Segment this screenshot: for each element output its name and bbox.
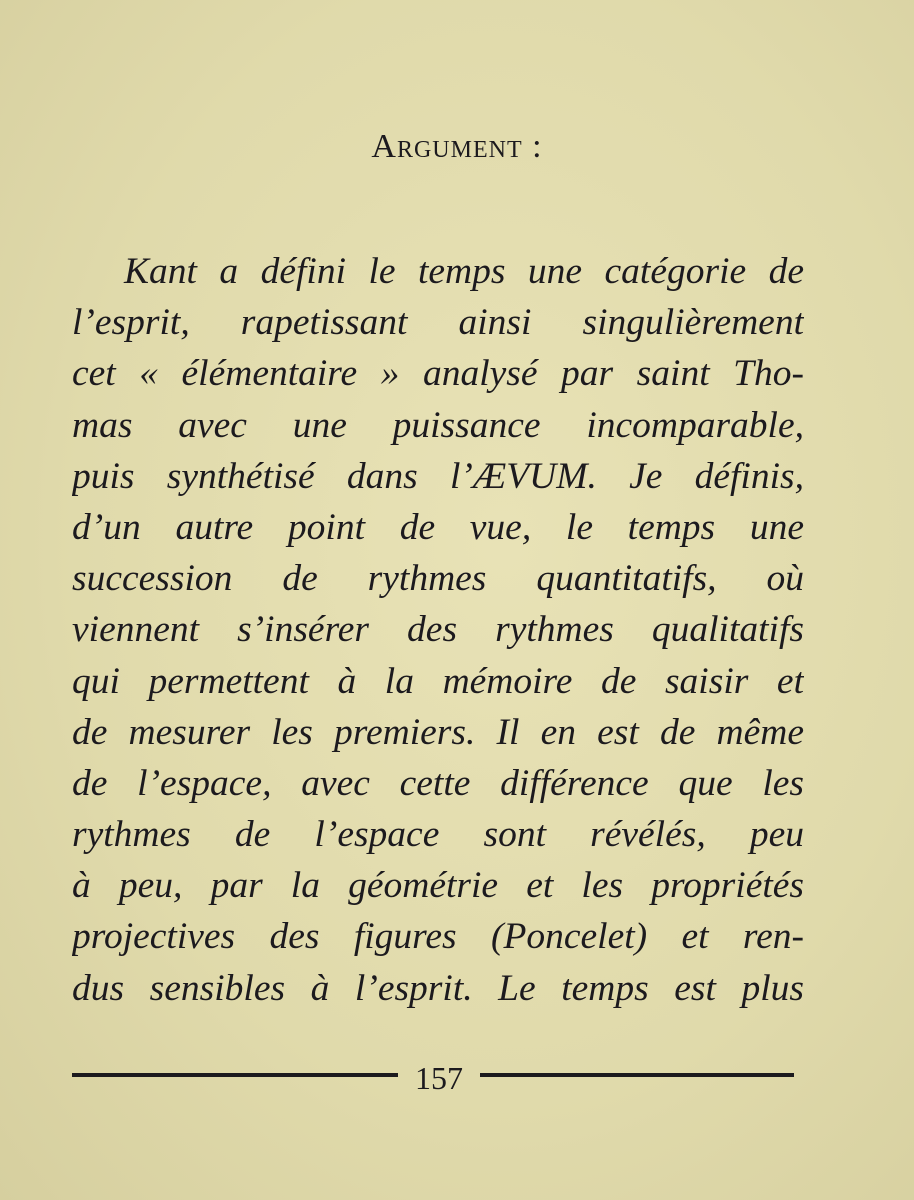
text-line: mas avec une puissance incomparable, xyxy=(72,404,804,446)
page-heading: Argument : xyxy=(371,128,543,165)
text-line: succession de rythmes quantitatifs, où xyxy=(72,558,804,600)
body-paragraph xyxy=(72,246,804,1014)
text-line: à peu, par la géométrie et les propriétés xyxy=(72,865,804,907)
footer-rule-left xyxy=(72,1073,398,1077)
text-line: rythmes de l’espace sont révélés, peu xyxy=(72,814,804,856)
text-line: de l’espace, avec cette différence que les xyxy=(72,762,804,804)
text-line: Kant a défini le temps une catégorie de xyxy=(124,251,804,292)
text-line: l’esprit, rapetissant ainsi singulièrement xyxy=(72,302,804,344)
page-footer xyxy=(72,1058,794,1098)
footer-rule-right xyxy=(480,1073,794,1077)
text-line: projectives des figures (Poncelet) et ren- xyxy=(72,916,804,958)
page-number: 157 xyxy=(415,1060,463,1096)
text-line: d’un autre point de vue, le temps une xyxy=(72,506,804,548)
text-line: qui permettent à la mémoire de saisir et xyxy=(72,660,804,702)
text-line: cet « élémentaire » analysé par saint Tho- xyxy=(72,353,804,395)
text-line: dus sensibles à l’esprit. Le temps est plus xyxy=(72,967,804,1009)
text-line: viennent s’insérer des rythmes qualitatifs xyxy=(72,609,804,651)
text-line: de mesurer les premiers. Il en est de même xyxy=(72,711,804,753)
text-line: puis synthétisé dans l’ÆVUM. Je définis, xyxy=(72,455,804,497)
